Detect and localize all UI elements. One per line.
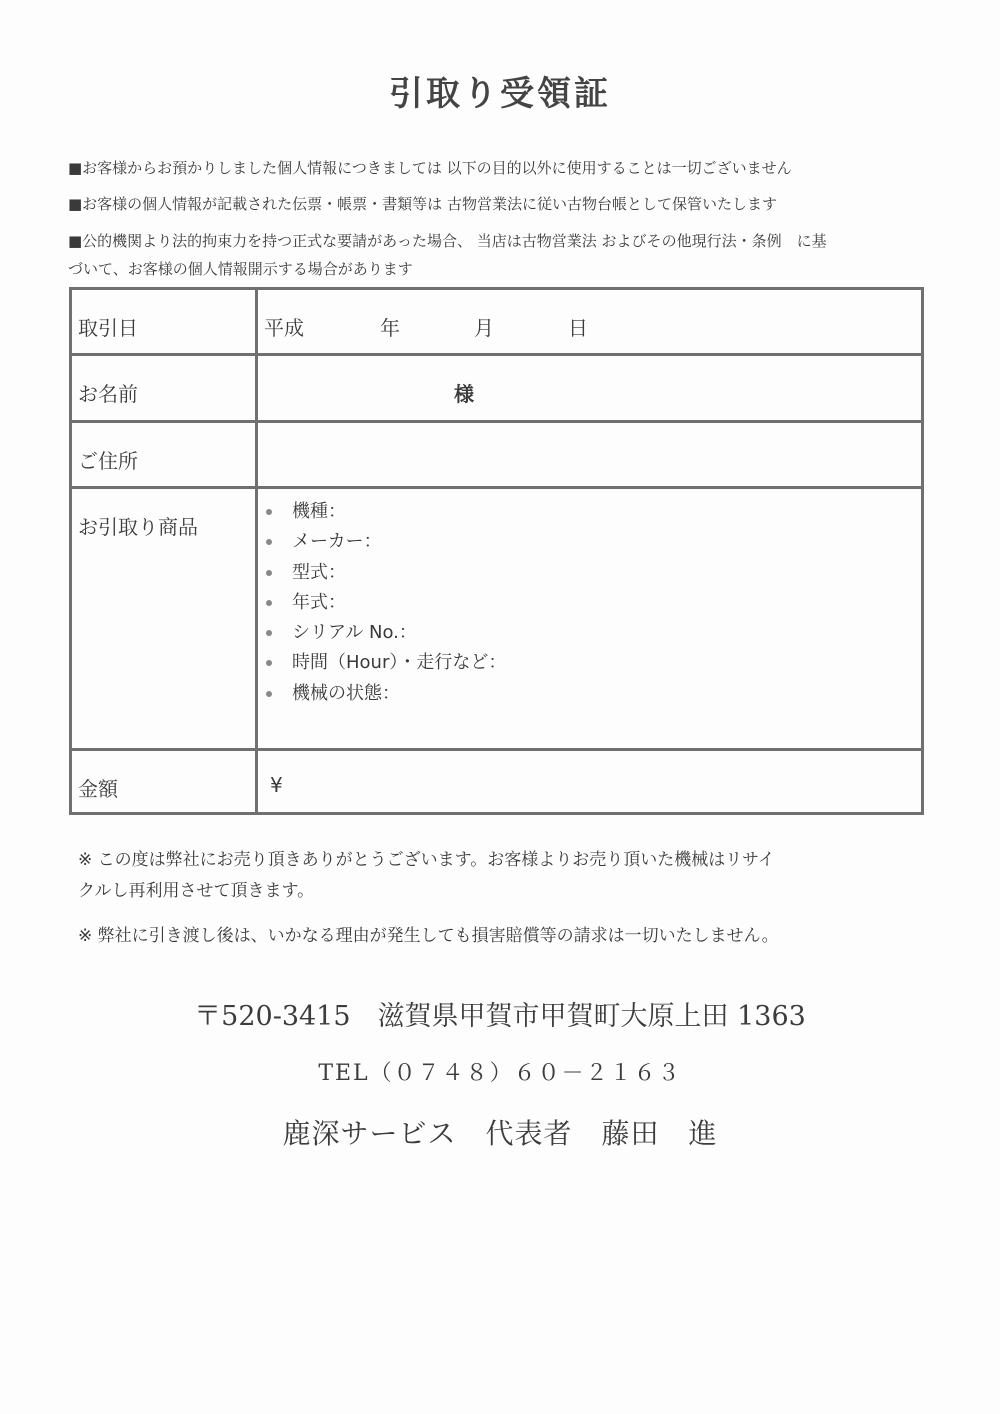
document-title: 引取り受領証: [389, 74, 611, 114]
yen-symbol: ¥: [270, 773, 283, 797]
list-item: シリアル No.：: [264, 618, 921, 648]
list-item: 機種：: [264, 497, 921, 527]
list-item: 型式：: [264, 558, 921, 588]
privacy-notice-1: ■お客様からお預かりしました個人情報につきましては 以下の目的以外に使用することは一切ございません: [68, 159, 792, 177]
bullet-icon: [266, 509, 272, 515]
thank-you-note-continued: クルし再利用させて頂きます。: [78, 881, 315, 901]
thank-you-note: ※ この度は弊社にお売り頂きありがとうございます。お客様よりお売り頂いた機械はリサイ: [78, 850, 775, 870]
bullet-icon: [266, 600, 272, 606]
privacy-notice-3: ■公的機関より法的拘束力を持つ正式な要請があった場合、 当店は古物営業法 およびその他現行法・条例 に基: [68, 232, 827, 250]
item-details-list: [264, 497, 921, 709]
date-label: 取引日: [71, 289, 257, 355]
bullet-icon: [266, 660, 272, 666]
date-era: 平成: [264, 316, 304, 340]
date-year: 年: [380, 316, 400, 340]
address-label: ご住所: [71, 422, 257, 488]
address-field[interactable]: [257, 422, 923, 488]
address-row: [71, 422, 923, 488]
receipt-form-table: [69, 287, 924, 815]
privacy-notice-2: ■お客様の個人情報が記載された伝票・帳票・書類等は 古物営業法に従い古物台帳として保管いたします: [68, 195, 777, 213]
items-row: [71, 488, 923, 750]
amount-label: 金額: [71, 750, 257, 814]
date-row: [71, 289, 923, 355]
name-suffix: 様: [454, 382, 474, 406]
bullet-icon: [266, 570, 272, 576]
items-field[interactable]: [257, 488, 923, 750]
name-label: お名前: [71, 355, 257, 422]
list-item: 機械の状態：: [264, 679, 921, 709]
company-representative: 鹿深サービス 代表者 藤田 進: [282, 1117, 718, 1150]
amount-field[interactable]: [257, 750, 923, 814]
bullet-icon: [266, 630, 272, 636]
date-field[interactable]: [257, 289, 923, 355]
telephone-number: TEL（０７４８）６０－２１６３: [318, 1061, 682, 1086]
list-item: 年式：: [264, 588, 921, 618]
privacy-notice-3-continued: づいて、お客様の個人情報開示する場合があります: [68, 260, 413, 278]
list-item: メーカー：: [264, 527, 921, 557]
name-field[interactable]: [257, 355, 923, 422]
items-label: お引取り商品: [71, 488, 257, 750]
name-row: [71, 355, 923, 422]
date-month: 月: [474, 316, 494, 340]
bullet-icon: [266, 539, 272, 545]
liability-note: ※ 弊社に引き渡し後は、いかなる理由が発生しても損害賠償等の請求は一切いたしません。: [78, 926, 779, 946]
date-day: 日: [568, 316, 588, 340]
postal-address: 〒520-3415 滋賀県甲賀市甲賀町大原上田 1363: [194, 1001, 806, 1032]
list-item: 時間（Hour）・走行など：: [264, 648, 921, 678]
amount-row: [71, 750, 923, 814]
bullet-icon: [266, 691, 272, 697]
